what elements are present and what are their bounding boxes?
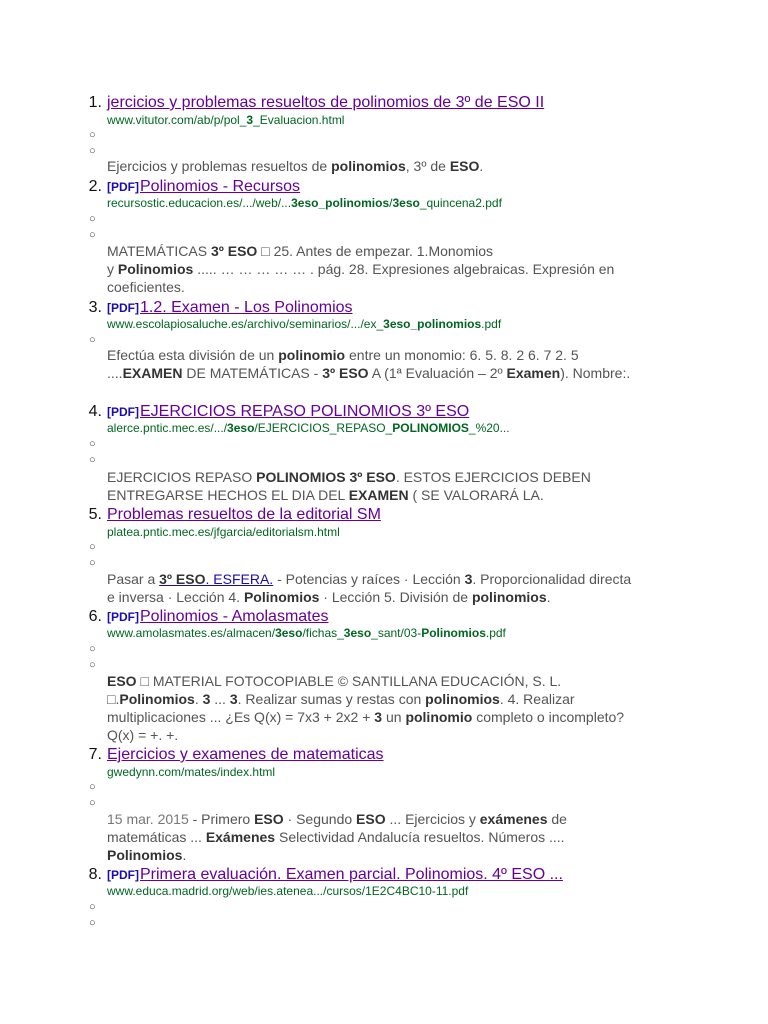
result-number: 6. [88,608,102,625]
bullet-circle: ○ [89,213,96,225]
result-title-link[interactable]: 1.2. Examen - Los Polinomios [140,299,353,316]
bullet-circle: ○ [89,129,96,141]
result-url[interactable]: gwedynn.com/mates/index.html [107,765,276,779]
result-number: 3. [88,299,102,316]
result-snippet: ESO □ MATERIAL FOTOCOPIABLE © SANTILLANA EDUCACIÓN, S. L. □.Polinomios. 3 ... 3. Realizar sumas y restas con polinomios. 4. Realizar multiplicaciones ... ¿Es Q(x) = 7x3 + 2x2 + 3 un polinomio completo o incompleto? Q(x) = +. +. [107,673,625,743]
pdf-badge: [PDF] [107,405,139,419]
result-url[interactable]: alerce.pntic.mec.es/.../3eso/EJERCICIOS_REPASO_POLINOMIOS_%20... [107,421,510,435]
pdf-badge: [PDF] [107,610,139,624]
inline-link[interactable]: 3º ESO. ESFERA. [159,571,274,587]
result-title-link[interactable]: jercicios y problemas resueltos de polinomios de 3º de ESO II [107,94,545,111]
result-snippet: 15 mar. 2015 - Primero ESO · Segundo ESO ... Ejercicios y exámenes de matemáticas ... Exámenes Selectividad Andalucía resueltos. Números .... Polinomios. [107,811,567,863]
pdf-badge: [PDF] [107,301,139,315]
result-title-link[interactable]: Primera evaluación. Examen parcial. Polinomios. 4º ESO ... [140,866,563,883]
result-url[interactable]: recursostic.educacion.es/.../web/...3eso_polinomios/3eso_quincena2.pdf [107,196,502,210]
bullet-circle: ○ [89,659,96,671]
bullet-circle: ○ [89,438,96,450]
bullet-circle: ○ [89,901,96,913]
result-title-link[interactable]: EJERCICIOS REPASO POLINOMIOS 3º ESO [140,403,470,420]
result-number: 2. [88,178,102,195]
result-title-link[interactable]: Ejercicios y examenes de matematicas [107,746,384,763]
bullet-circle: ○ [89,541,96,553]
result-url[interactable]: www.educa.madrid.org/web/ies.atenea.../cursos/1E2C4BC10-11.pdf [107,884,469,898]
result-title-link[interactable]: Problemas resueltos de la editorial SM [107,506,381,523]
result-number: 1. [88,94,102,111]
bullet-circle: ○ [89,557,96,569]
pdf-badge: [PDF] [107,180,139,194]
result-url[interactable]: www.amolasmates.es/almacen/3eso/fichas_3eso_sant/03-Polinomios.pdf [107,626,506,640]
result-number: 7. [88,746,102,763]
result-url[interactable]: platea.pntic.mec.es/jfgarcia/editorialsm.html [107,525,340,539]
pdf-badge: [PDF] [107,868,139,882]
result-snippet: Pasar a 3º ESO. ESFERA. - Potencias y raíces · Lección 3. Proporcionalidad directa e inversa · Lección 4. Polinomios · Lección 5. División de polinomios. [107,571,632,605]
result-number: 5. [88,506,102,523]
bullet-circle: ○ [89,643,96,655]
bullet-circle: ○ [89,229,96,241]
bullet-circle: ○ [89,145,96,157]
bullet-circle: ○ [89,334,96,346]
result-title-link[interactable]: Polinomios - Recursos [140,178,301,195]
bullet-circle: ○ [89,781,96,793]
result-snippet: EJERCICIOS REPASO POLINOMIOS 3º ESO. ESTOS EJERCICIOS DEBEN ENTREGARSE HECHOS EL DIA DEL EXAMEN ( SE VALORARÁ LA. [107,469,591,503]
result-url[interactable]: www.escolapiosaluche.es/archivo/seminarios/.../ex_3eso_polinomios.pdf [107,317,502,331]
result-number: 8. [88,866,102,883]
result-snippet: MATEMÁTICAS 3º ESO □ 25. Antes de empezar. 1.Monomios y Polinomios ..... … … … … … . pág. 28. Expresiones algebraicas. Expresión en coeficientes. [107,243,615,295]
result-title-link[interactable]: Polinomios - Amolasmates [140,608,329,625]
bullet-circle: ○ [89,454,96,466]
result-snippet: Efectúa esta división de un polinomio entre un monomio: 6. 5. 8. 2 6. 7 2. 5 ....EXAMEN DE MATEMÁTICAS - 3º ESO A (1ª Evaluación – 2º Examen). Nombre:. [107,347,631,381]
result-url[interactable]: www.vitutor.com/ab/p/pol_3_Evaluacion.html [107,113,345,127]
bullet-circle: ○ [89,797,96,809]
result-snippet: Ejercicios y problemas resueltos de polinomios, 3º de ESO. [107,158,484,174]
result-number: 4. [88,403,102,420]
bullet-circle: ○ [89,917,96,929]
